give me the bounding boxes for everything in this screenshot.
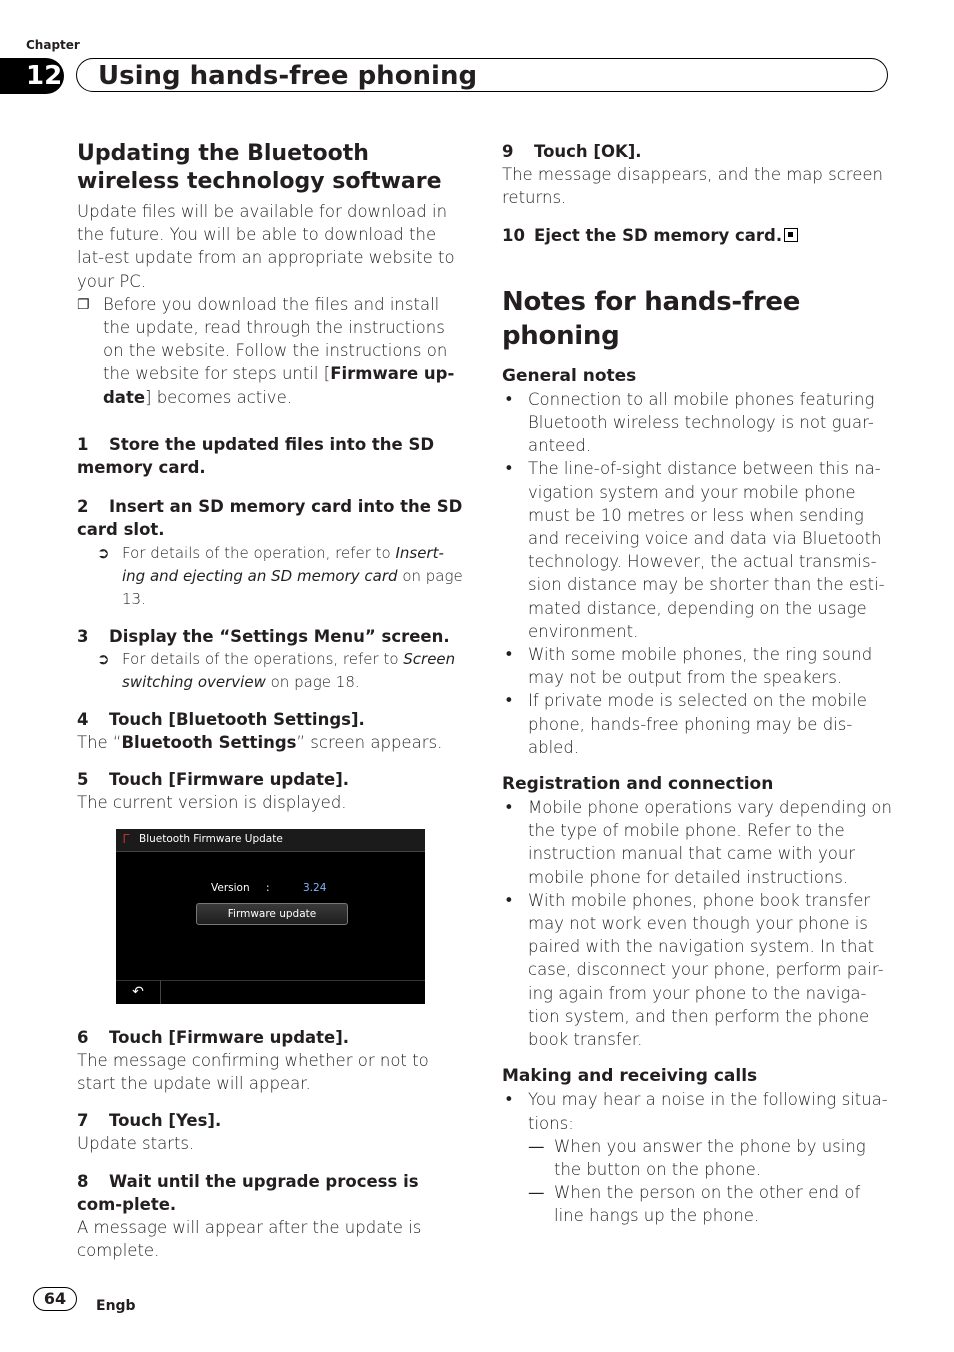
section-title-notes: Notes for hands-free phoning bbox=[502, 286, 801, 351]
arrow-ref-icon: ➲ bbox=[97, 543, 110, 562]
step-9-body: The message disappears, and the map screen returns. bbox=[502, 165, 883, 208]
note-box-icon: ❐ bbox=[77, 296, 90, 313]
list-item: • With mobile phones, phone book transfer may not work even though your phone is paired with the navigation system. In that case, disconnect your phone, perform pair-ing again from your phone to the naviga-tion system, and then perform the phone book transfer. bbox=[504, 890, 884, 1050]
step-10: 10 Eject the SD memory card. bbox=[502, 224, 892, 247]
back-icon: ↶ bbox=[116, 980, 161, 1004]
version-label: Version bbox=[211, 881, 250, 894]
firmware-update-screenshot bbox=[116, 829, 425, 1004]
registration-heading: Registration and connection bbox=[502, 774, 774, 795]
chapter-number-tab: 12 bbox=[0, 58, 64, 94]
list-item: • Connection to all mobile phones featuring Bluetooth wireless technology is not guar-anteed. bbox=[504, 389, 875, 456]
list-item: • You may hear a noise in the following situa-tions: bbox=[504, 1090, 888, 1133]
list-item: • The line-of-sight distance between this na-vigation system and your mobile phone must be 10 metres or less when sending and receiving voice and data via Bluetooth technology. However, the actual transmis-sion distance may be shorter than the esti-mated distance, depending on the usage environment. bbox=[504, 459, 885, 641]
step-1: 1 Store the updated files into the SD memory card. bbox=[77, 434, 435, 478]
screen-footer bbox=[116, 980, 425, 1005]
right-column bbox=[502, 140, 892, 1228]
list-item: • If private mode is selected on the mobile phone, hands-free phoning may be dis-abled. bbox=[504, 691, 867, 757]
language-code: Engb bbox=[96, 1298, 136, 1314]
general-notes-heading: General notes bbox=[502, 365, 637, 386]
step-2: 2 Insert an SD memory card into the SD card slot. bbox=[77, 497, 463, 540]
section-title-updating: Updating the Bluetooth wireless technology software bbox=[77, 141, 442, 194]
note-item bbox=[77, 293, 467, 409]
intro-paragraph: Update files will be available for download in the future. You will be able to download the lat-est update from an appropriate website to your PC. bbox=[77, 202, 455, 291]
step-6-body: The message confirming whether or not to start the update will appear. bbox=[77, 1050, 429, 1094]
step-7-body: Update starts. bbox=[77, 1134, 195, 1154]
ref-note-3: ➲ For details of the operations, refer to Screen switching overview on page 18. bbox=[77, 648, 467, 694]
step-4: 4 Touch [Bluetooth Settings]. bbox=[77, 709, 365, 729]
ref-note-2: ➲ For details of the operation, refer to Insert-ing and ejecting an SD memory card on page 13. bbox=[77, 542, 467, 611]
step-9: 9 Touch [OK]. bbox=[502, 142, 642, 161]
dash-item: — When the person on the other end of line hangs up the phone. bbox=[528, 1183, 861, 1226]
list-item: • With some mobile phones, the ring sound may not be output from the speakers. bbox=[504, 645, 873, 688]
screen-title: Bluetooth Firmware Update bbox=[139, 832, 283, 845]
step-5: 5 Touch [Firmware update]. bbox=[77, 770, 350, 790]
step-4-body: The “Bluetooth Settings” screen appears. bbox=[77, 733, 443, 753]
chapter-label: Chapter bbox=[26, 38, 80, 52]
calls-heading: Making and receiving calls bbox=[502, 1066, 758, 1087]
step-8-body: A message will appear after the update is complete. bbox=[77, 1218, 422, 1261]
step-8: 8 Wait until the upgrade process is com-plete. bbox=[77, 1171, 419, 1214]
list-item: • Mobile phone operations vary depending on the type of mobile phone. Refer to the instruction manual that came with your mobile phone for detailed instructions. bbox=[504, 798, 892, 887]
arrow-ref-icon: ➲ bbox=[97, 649, 110, 668]
step-7: 7 Touch [Yes]. bbox=[77, 1111, 222, 1131]
chapter-title: Using hands-free phoning bbox=[98, 61, 478, 91]
version-colon: : bbox=[266, 881, 270, 894]
end-mark-icon bbox=[784, 228, 798, 242]
step-3: 3 Display the “Settings Menu” screen. bbox=[77, 626, 450, 646]
note-text: Before you download the files and install the update, read through the instructions on the website. Follow the instructions on the website for steps until [Firmware up-date] becomes active. bbox=[103, 294, 455, 407]
step-6: 6 Touch [Firmware update]. bbox=[77, 1027, 350, 1047]
page-number: 64 bbox=[33, 1287, 77, 1311]
left-column bbox=[77, 140, 467, 1262]
firmware-update-term: Firmware up-date bbox=[103, 364, 455, 407]
firmware-update-button: Firmware update bbox=[196, 903, 348, 925]
brand-logo-icon: Ꮁ bbox=[123, 831, 131, 846]
step-5-body: The current version is displayed. bbox=[77, 793, 347, 813]
dash-item: — When you answer the phone by using the button on the phone. bbox=[528, 1136, 866, 1179]
version-value: 3.24 bbox=[303, 881, 327, 894]
